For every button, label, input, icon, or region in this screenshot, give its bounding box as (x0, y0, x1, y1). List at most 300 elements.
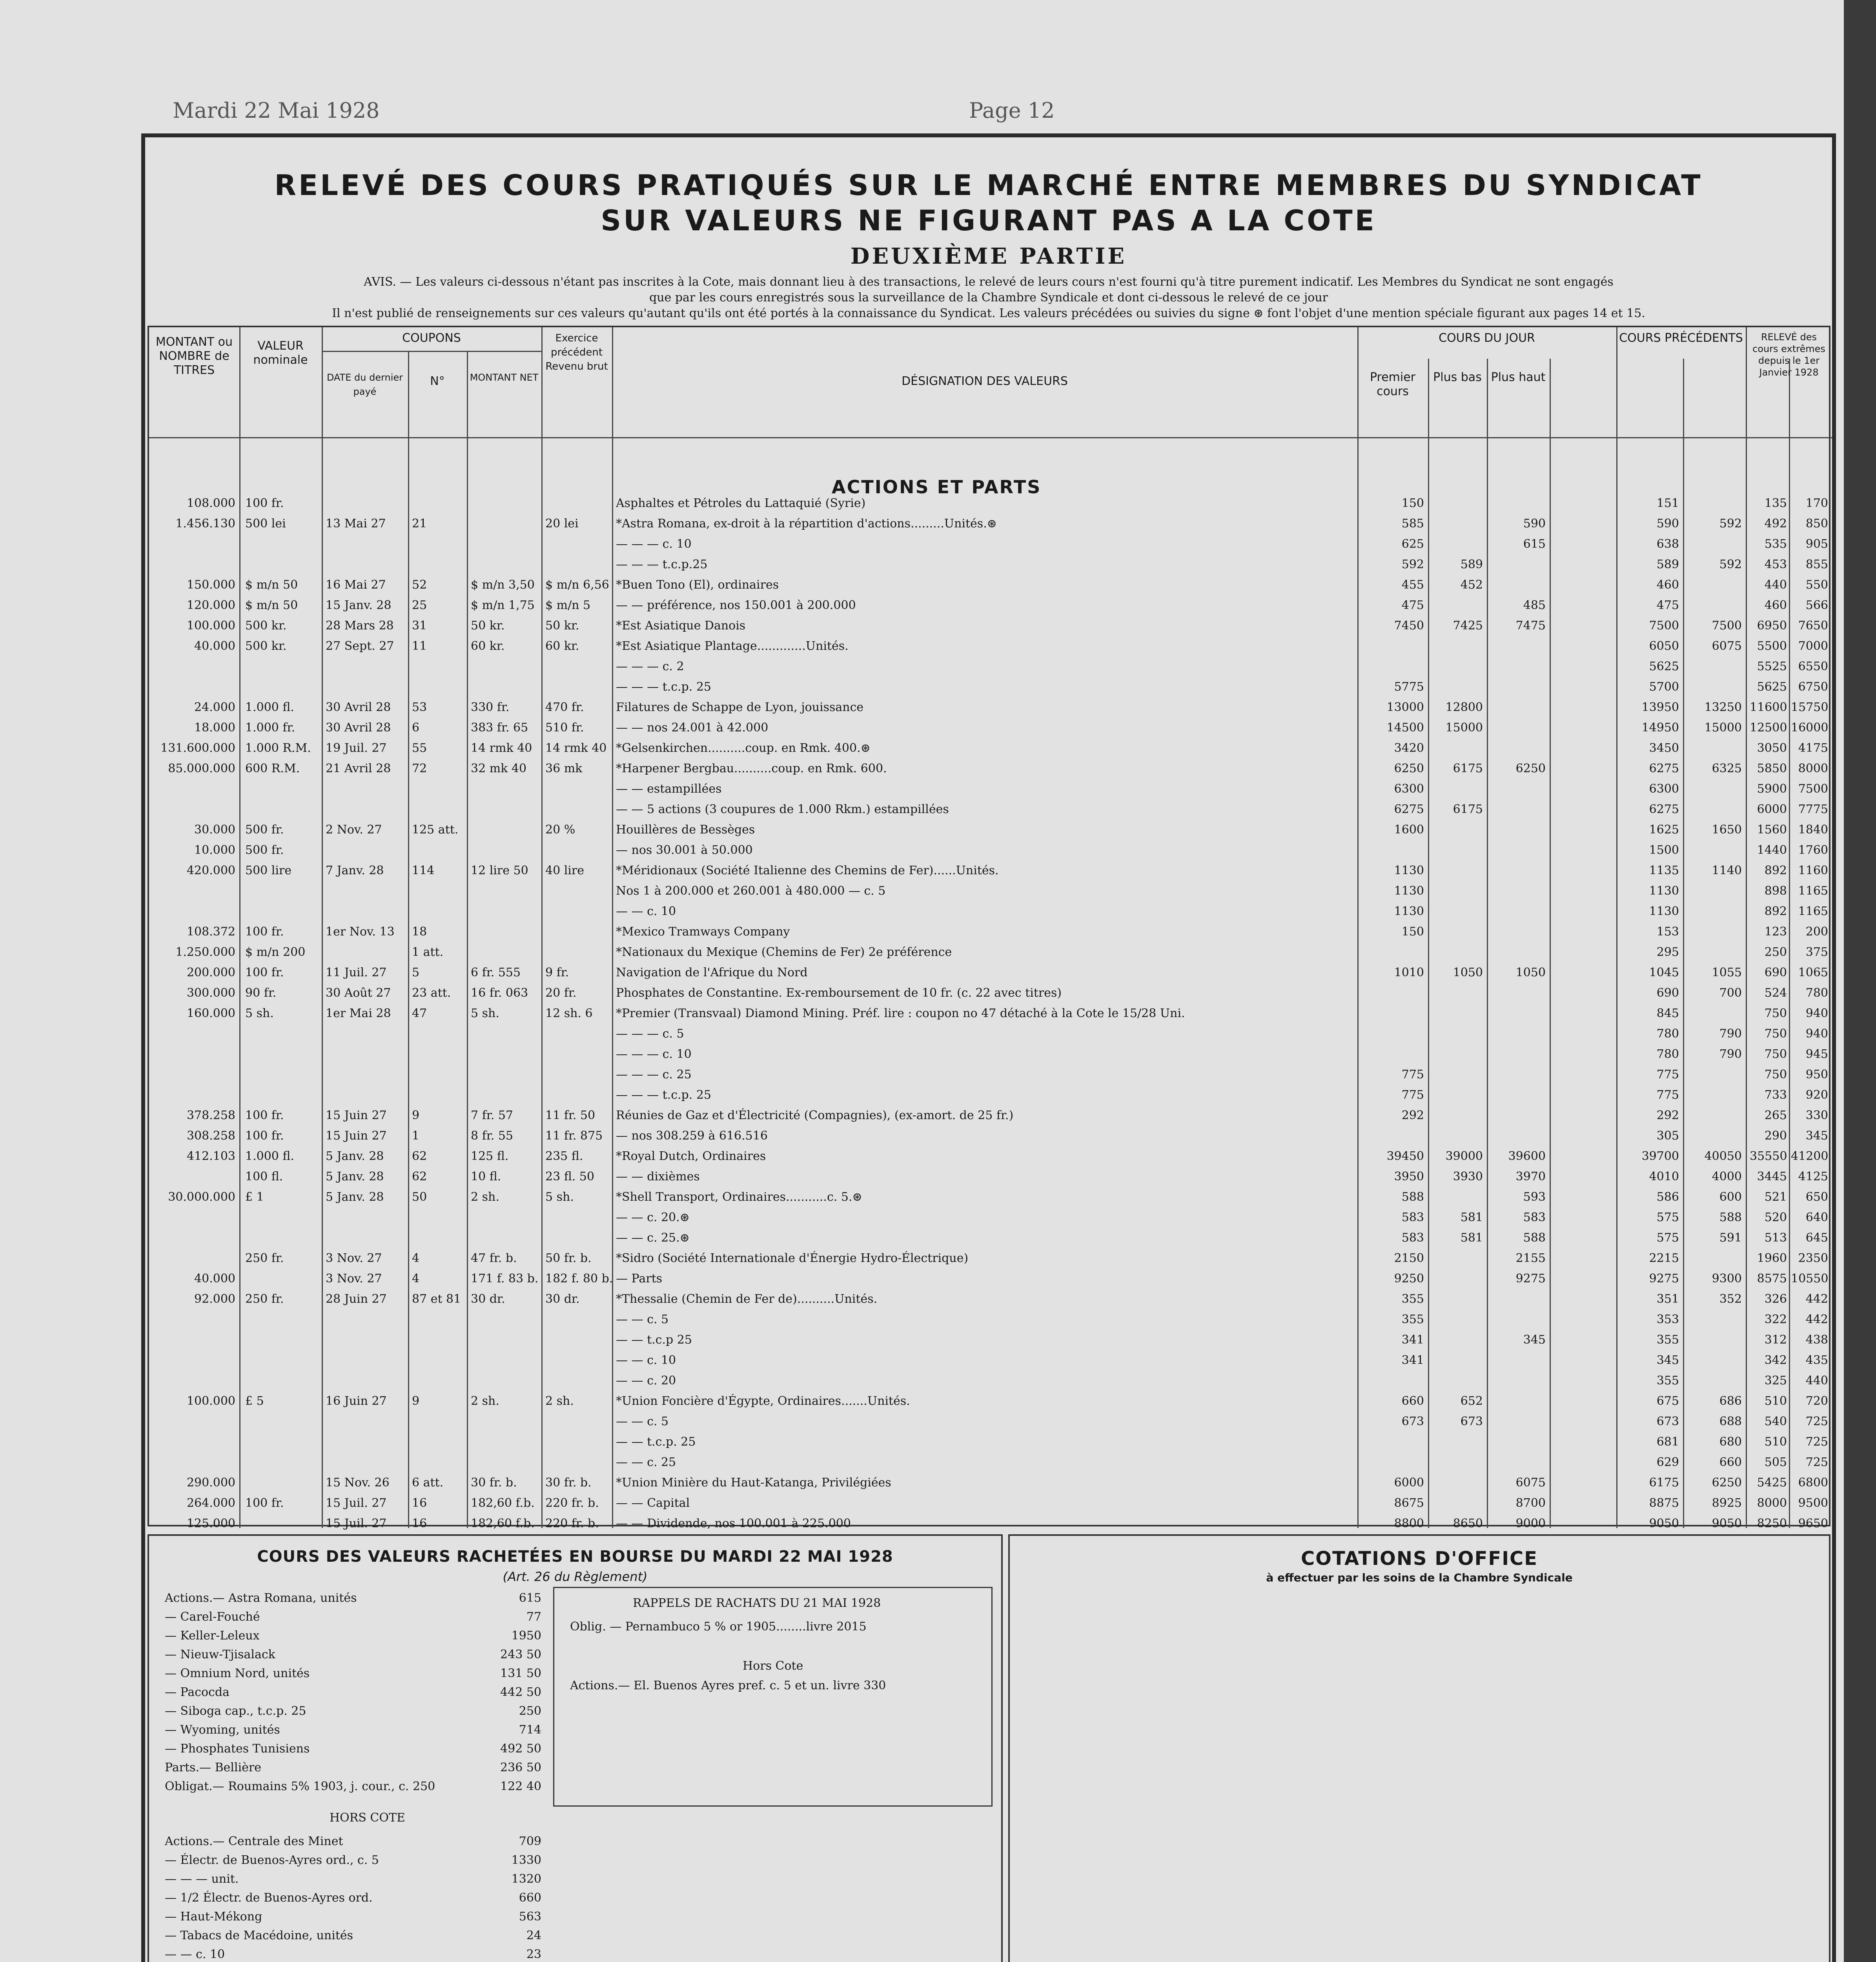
table-cell-n: 47 (412, 1007, 427, 1020)
table-cell-m: 125.000 (186, 1517, 235, 1530)
table-cell-r1: 1560 (1757, 823, 1787, 837)
table-cell-mn: 182,60 f.b. (471, 1496, 535, 1510)
table-cell-c2: 9050 (1712, 1517, 1742, 1530)
table-cell-n: 6 att. (412, 1476, 444, 1490)
table-cell-n: 6 (412, 721, 420, 735)
rachat-value: 442 50 (500, 1685, 541, 1699)
table-cell-c2: 6075 (1712, 639, 1742, 653)
table-cell-n: 53 (412, 700, 427, 714)
table-cell-r1: 12500 (1750, 721, 1787, 735)
table-cell-n: 31 (412, 619, 427, 633)
table-cell-d: 15 Juin 27 (326, 1109, 387, 1122)
table-cell-des: — — t.c.p 25 (616, 1333, 692, 1347)
table-cell-m: 18.000 (194, 721, 235, 735)
table-cell-h: 6075 (1515, 1476, 1546, 1490)
table-cell-mn: 5 sh. (471, 1007, 499, 1020)
table-cell-e: 235 fl. (545, 1149, 583, 1163)
table-cell-p: 585 (1401, 517, 1424, 531)
table-cell-c2: 592 (1719, 558, 1742, 571)
table-cell-v: 1.000 fl. (245, 1149, 294, 1163)
table-cell-v: £ 1 (245, 1190, 264, 1204)
table-cell-h: 583 (1523, 1211, 1546, 1224)
table-cell-r2: 725 (1805, 1435, 1828, 1449)
table-cell-mn: 60 kr. (471, 639, 505, 653)
table-cell-e: 20 lei (545, 517, 579, 531)
table-cell-r2: 4175 (1798, 741, 1828, 755)
table-cell-p: 341 (1401, 1333, 1424, 1347)
table-cell-r2: 9650 (1798, 1517, 1828, 1530)
hdr-exercice: Exercice précédent Revenu brut (545, 332, 608, 372)
table-cell-d: 3 Nov. 27 (326, 1251, 382, 1265)
rachat-hors-item: — Électr. de Buenos-Ayres ord., c. 5 (165, 1853, 379, 1867)
table-cell-h: 615 (1523, 537, 1546, 551)
table-cell-m: 108.000 (186, 496, 235, 510)
table-cell-c2: 4000 (1712, 1170, 1742, 1183)
table-cell-h: 3970 (1515, 1170, 1546, 1183)
rachat-item: Parts.— Bellière (165, 1761, 262, 1774)
table-cell-v: 100 fr. (245, 925, 284, 939)
table-cell-r1: 750 (1764, 1068, 1787, 1081)
table-cell-d: 15 Janv. 28 (326, 598, 392, 612)
table-cell-des: *Méridionaux (Société Italienne des Chemins de Fer)......Unités. (616, 864, 999, 877)
table-cell-r2: 855 (1805, 558, 1828, 571)
table-cell-c1: 8875 (1649, 1496, 1679, 1510)
table-cell-r2: 940 (1805, 1007, 1828, 1020)
table-cell-h: 345 (1523, 1333, 1546, 1347)
table-cell-m: 412.103 (186, 1149, 235, 1163)
table-cell-mn: 383 fr. 65 (471, 721, 528, 735)
table-cell-c2: 660 (1719, 1455, 1742, 1469)
table-cell-r1: 898 (1764, 884, 1787, 898)
table-cell-des: *Est Asiatique Plantage.............Unités. (616, 639, 849, 653)
table-cell-e: 60 kr. (545, 639, 579, 653)
table-cell-r1: 690 (1764, 966, 1787, 979)
table-cell-b: 6175 (1453, 762, 1483, 775)
table-cell-r1: 123 (1764, 925, 1787, 939)
table-cell-e: 470 fr. (545, 700, 584, 714)
table-cell-v: 100 fr. (245, 496, 284, 510)
table-cell-n: 62 (412, 1170, 427, 1183)
table-cell-m: 40.000 (194, 639, 235, 653)
table-cell-des: — — c. 5 (616, 1415, 669, 1428)
table-cell-c1: 351 (1656, 1292, 1679, 1306)
table-cell-p: 1010 (1394, 966, 1424, 979)
table-cell-e: 182 f. 80 b. (545, 1272, 613, 1286)
table-cell-c1: 13950 (1641, 700, 1679, 714)
section-actions-parts: ACTIONS ET PARTS (832, 476, 1042, 498)
table-cell-d: 27 Sept. 27 (326, 639, 394, 653)
table-cell-des: — — — c. 10 (616, 1047, 692, 1061)
table-cell-mn: 2 sh. (471, 1394, 499, 1408)
table-cell-c1: 681 (1656, 1435, 1679, 1449)
table-cell-p: 475 (1401, 598, 1424, 612)
table-cell-mn: 32 mk 40 (471, 762, 527, 775)
table-cell-p: 39450 (1386, 1149, 1424, 1163)
table-cell-v: 250 fr. (245, 1292, 284, 1306)
table-cell-des: Nos 1 à 200.000 et 260.001 à 480.000 — c. 5 (616, 884, 886, 898)
table-cell-r1: 5500 (1757, 639, 1787, 653)
table-cell-c1: 845 (1656, 1007, 1679, 1020)
rachat-title: COURS DES VALEURS RACHETÉES EN BOURSE DU MARDI 22 MAI 1928 (257, 1548, 893, 1566)
hdr-montant-net: MONTANT NET (470, 372, 539, 383)
table-cell-r2: 375 (1805, 945, 1828, 959)
table-cell-p: 6275 (1394, 802, 1424, 816)
table-cell-des: — — Capital (616, 1496, 690, 1510)
table-cell-c1: 9050 (1649, 1517, 1679, 1530)
table-cell-c2: 680 (1719, 1435, 1742, 1449)
rachat-item: — Nieuw-Tjisalack (165, 1648, 275, 1661)
table-cell-c1: 675 (1656, 1394, 1679, 1408)
table-cell-mn: 6 fr. 555 (471, 966, 521, 979)
table-cell-r1: 521 (1764, 1190, 1787, 1204)
table-cell-c1: 5625 (1649, 660, 1679, 673)
table-cell-n: 1 (412, 1129, 420, 1143)
table-cell-r2: 200 (1805, 925, 1828, 939)
table-cell-b: 7425 (1453, 619, 1483, 633)
table-cell-p: 7450 (1394, 619, 1424, 633)
rachat-value: 615 (519, 1591, 541, 1605)
table-cell-c1: 14950 (1641, 721, 1679, 735)
table-cell-d: 5 Janv. 28 (326, 1170, 384, 1183)
table-cell-n: 9 (412, 1109, 420, 1122)
table-cell-r1: 524 (1764, 986, 1787, 1000)
table-cell-m: 92.000 (194, 1292, 235, 1306)
table-cell-e: 5 sh. (545, 1190, 574, 1204)
table-cell-des: — — préférence, nos 150.001 à 200.000 (616, 598, 856, 612)
table-cell-r1: 535 (1764, 537, 1787, 551)
table-cell-r1: 5425 (1757, 1476, 1787, 1490)
table-cell-r2: 950 (1805, 1068, 1828, 1081)
table-cell-h: 593 (1523, 1190, 1546, 1204)
table-cell-mn: 171 f. 83 b. (471, 1272, 539, 1286)
table-cell-b: 652 (1460, 1394, 1483, 1408)
table-cell-r1: 513 (1764, 1231, 1787, 1245)
table-cell-c2: 9300 (1712, 1272, 1742, 1286)
table-cell-des: — — c. 5 (616, 1313, 669, 1326)
table-cell-m: 300.000 (186, 986, 235, 1000)
table-cell-e: 2 sh. (545, 1394, 574, 1408)
table-cell-r2: 435 (1805, 1353, 1828, 1367)
table-cell-r1: 35550 (1750, 1149, 1787, 1163)
table-cell-r1: 8575 (1757, 1272, 1787, 1286)
table-cell-n: 4 (412, 1251, 420, 1265)
table-cell-p: 14500 (1386, 721, 1424, 735)
table-cell-b: 1050 (1453, 966, 1483, 979)
table-cell-r2: 440 (1805, 1374, 1828, 1388)
table-cell-c2: 40050 (1704, 1149, 1742, 1163)
table-cell-v: $ m/n 50 (245, 598, 298, 612)
table-cell-b: 673 (1460, 1415, 1483, 1428)
table-cell-c2: 15000 (1704, 721, 1742, 735)
rachat-item: — Wyoming, unités (165, 1723, 280, 1737)
table-cell-d: 15 Juil. 27 (326, 1517, 387, 1530)
rachat-sub: (Art. 26 du Règlement) (503, 1569, 648, 1584)
table-cell-des: — nos 30.001 à 50.000 (616, 843, 753, 857)
hdr-num: N° (430, 374, 445, 388)
table-cell-c1: 1130 (1649, 884, 1679, 898)
table-cell-c1: 775 (1656, 1088, 1679, 1102)
table-cell-c1: 345 (1656, 1353, 1679, 1367)
table-cell-des: *Buen Tono (El), ordinaires (616, 578, 779, 592)
table-cell-h: 2155 (1515, 1251, 1546, 1265)
table-cell-c2: 688 (1719, 1415, 1742, 1428)
table-cell-r2: 16000 (1791, 721, 1829, 735)
table-cell-r1: 1960 (1757, 1251, 1787, 1265)
table-cell-des: — — c. 25.⊛ (616, 1231, 690, 1245)
rachat-hors-item: — — — unit. (165, 1872, 239, 1886)
table-cell-c1: 305 (1656, 1129, 1679, 1143)
table-cell-c1: 153 (1656, 925, 1679, 939)
table-cell-c2: 6325 (1712, 762, 1742, 775)
table-cell-h: 590 (1523, 517, 1546, 531)
table-cell-c1: 9275 (1649, 1272, 1679, 1286)
table-cell-p: 3420 (1394, 741, 1424, 755)
table-cell-e: 50 fr. b. (545, 1251, 592, 1265)
rachat-hors-item: — 1/2 Électr. de Buenos-Ayres ord. (165, 1891, 373, 1905)
table-cell-d: 1er Nov. 13 (326, 925, 395, 939)
table-cell-mn: 2 sh. (471, 1190, 499, 1204)
table-cell-v: $ m/n 200 (245, 945, 306, 959)
table-cell-des: *Sidro (Société Internationale d'Énergie Hydro-Électrique) (616, 1251, 969, 1265)
table-cell-r2: 15750 (1791, 700, 1829, 714)
table-cell-r2: 7650 (1798, 619, 1828, 633)
table-cell-r2: 7500 (1798, 782, 1828, 796)
table-cell-r2: 905 (1805, 537, 1828, 551)
table-cell-r2: 41200 (1791, 1149, 1829, 1163)
table-cell-c2: 588 (1719, 1211, 1742, 1224)
table-cell-e: 20 fr. (545, 986, 577, 1000)
main-title-line2: SUR VALEURS NE FIGURANT PAS A LA COTE (601, 204, 1377, 237)
rachat-hors-item: — Haut-Mékong (165, 1910, 262, 1924)
table-cell-r1: 8250 (1757, 1517, 1787, 1530)
main-title-line1: RELEVÉ DES COURS PRATIQUÉS SUR LE MARCHÉ ENTRE MEMBRES DU SYNDICAT (274, 169, 1703, 202)
hdr-montant: MONTANT ou NOMBRE de TITRES (155, 335, 233, 377)
table-cell-e: 20 % (545, 823, 576, 837)
table-cell-p: 6000 (1394, 1476, 1424, 1490)
table-cell-mn: 47 fr. b. (471, 1251, 517, 1265)
table-cell-d: 2 Nov. 27 (326, 823, 382, 837)
table-cell-v: 500 fr. (245, 843, 284, 857)
table-cell-r2: 10550 (1791, 1272, 1829, 1286)
table-cell-r1: 6000 (1757, 802, 1787, 816)
table-cell-e: $ m/n 5 (545, 598, 591, 612)
table-cell-r2: 7000 (1798, 639, 1828, 653)
hdr-valeur: VALEUR nominale (253, 339, 308, 367)
table-cell-r1: 5525 (1757, 660, 1787, 673)
table-cell-c2: 591 (1719, 1231, 1742, 1245)
table-cell-r1: 440 (1764, 578, 1787, 592)
table-cell-des: *Nationaux du Mexique (Chemins de Fer) 2e préférence (616, 945, 952, 959)
rachat-value: 122 40 (500, 1780, 541, 1793)
table-cell-e: 50 kr. (545, 619, 579, 633)
table-cell-c1: 673 (1656, 1415, 1679, 1428)
table-cell-m: 120.000 (186, 598, 235, 612)
hdr-premier: Premier cours (1370, 370, 1416, 398)
table-cell-c1: 3450 (1649, 741, 1679, 755)
table-cell-d: 15 Juin 27 (326, 1129, 387, 1143)
table-cell-c2: 8925 (1712, 1496, 1742, 1510)
hdr-coupons: COUPONS (402, 331, 461, 345)
table-cell-p: 775 (1401, 1088, 1424, 1102)
table-cell-r1: 250 (1764, 945, 1787, 959)
table-cell-p: 583 (1401, 1231, 1424, 1245)
table-cell-r1: 750 (1764, 1027, 1787, 1041)
rachat-hors-item: — — c. 10 (165, 1947, 225, 1961)
table-cell-r1: 1440 (1757, 843, 1787, 857)
table-cell-r2: 170 (1805, 496, 1828, 510)
table-cell-c1: 1045 (1649, 966, 1679, 979)
table-cell-e: 23 fl. 50 (545, 1170, 594, 1183)
table-cell-r2: 550 (1805, 578, 1828, 592)
table-cell-m: 40.000 (194, 1272, 235, 1286)
table-cell-e: 12 sh. 6 (545, 1007, 593, 1020)
table-cell-d: 30 Août 27 (326, 986, 391, 1000)
table-cell-r2: 780 (1805, 986, 1828, 1000)
table-cell-p: 1600 (1394, 823, 1424, 837)
table-cell-c1: 1625 (1649, 823, 1679, 837)
table-cell-des: *Est Asiatique Danois (616, 619, 746, 633)
table-cell-n: 25 (412, 598, 427, 612)
table-cell-b: 581 (1460, 1211, 1483, 1224)
hdr-cours-prec: COURS PRÉCÉDENTS (1619, 331, 1743, 345)
table-cell-des: — — nos 24.001 à 42.000 (616, 721, 769, 735)
table-cell-des: *Premier (Transvaal) Diamond Mining. Préf. lire : coupon no 47 détaché à la Cote le 15/28 Uni. (616, 1007, 1185, 1020)
table-cell-v: 500 kr. (245, 619, 287, 633)
table-cell-c1: 586 (1656, 1190, 1679, 1204)
table-cell-b: 581 (1460, 1231, 1483, 1245)
table-cell-mn: 50 kr. (471, 619, 505, 633)
table-cell-r1: 5625 (1757, 680, 1787, 694)
rachat-item: — Omnium Nord, unités (165, 1667, 310, 1680)
table-cell-p: 673 (1401, 1415, 1424, 1428)
table-cell-v: £ 5 (245, 1394, 264, 1408)
table-cell-des: *Gelsenkirchen..........coup. en Rmk. 400.⊛ (616, 741, 871, 755)
table-cell-m: 1.250.000 (175, 945, 235, 959)
table-cell-d: 11 Juil. 27 (326, 966, 387, 979)
table-cell-mn: 8 fr. 55 (471, 1129, 514, 1143)
table-cell-p: 5775 (1394, 680, 1424, 694)
table-cell-h: 39600 (1508, 1149, 1546, 1163)
table-cell-n: 1 att. (412, 945, 444, 959)
table-cell-m: 108.372 (186, 925, 235, 939)
table-cell-c1: 780 (1656, 1027, 1679, 1041)
table-cell-r2: 438 (1805, 1333, 1828, 1347)
main-table (148, 326, 1830, 1530)
table-cell-h: 1050 (1515, 966, 1546, 979)
table-cell-m: 378.258 (186, 1109, 235, 1122)
table-cell-c1: 1500 (1649, 843, 1679, 857)
table-cell-v: 100 fr. (245, 1496, 284, 1510)
table-cell-c1: 690 (1656, 986, 1679, 1000)
rachat-panel (148, 1534, 1003, 1962)
table-cell-r2: 945 (1805, 1047, 1828, 1061)
table-cell-v: 500 kr. (245, 639, 287, 653)
rachat-hors-value: 1320 (511, 1872, 541, 1886)
table-cell-h: 588 (1523, 1231, 1546, 1245)
table-cell-p: 150 (1401, 496, 1424, 510)
table-cell-e: 510 fr. (545, 721, 584, 735)
table-cell-v: 100 fr. (245, 1109, 284, 1122)
table-cell-p: 1130 (1394, 904, 1424, 918)
table-cell-e: 36 mk (545, 762, 583, 775)
table-cell-p: 13000 (1386, 700, 1424, 714)
table-cell-d: 7 Janv. 28 (326, 864, 384, 877)
table-cell-d: 16 Juin 27 (326, 1394, 387, 1408)
table-cell-des: — — dixièmes (616, 1170, 700, 1183)
table-cell-p: 660 (1401, 1394, 1424, 1408)
table-cell-des: *Harpener Bergbau..........coup. en Rmk. 600. (616, 762, 887, 775)
table-cell-des: — — — c. 10 (616, 537, 692, 551)
rappels-rachats-title: RAPPELS DE RACHATS DU 21 MAI 1928 (633, 1596, 881, 1610)
table-cell-p: 292 (1401, 1109, 1424, 1122)
table-cell-n: 125 att. (412, 823, 459, 837)
table-cell-c1: 295 (1656, 945, 1679, 959)
table-cell-mn: 16 fr. 063 (471, 986, 528, 1000)
table-cell-r2: 330 (1805, 1109, 1828, 1122)
table-cell-n: 4 (412, 1272, 420, 1286)
rappels-rachats-line: Oblig. — Pernambuco 5 % or 1905........livre 2015 (570, 1620, 867, 1634)
table-cell-m: 100.000 (186, 619, 235, 633)
table-cell-r1: 453 (1764, 558, 1787, 571)
table-cell-des: *Mexico Tramways Company (616, 925, 790, 939)
table-cell-e: 40 lire (545, 864, 584, 877)
table-cell-h: 9275 (1515, 1272, 1546, 1286)
table-cell-n: 50 (412, 1190, 427, 1204)
page-number: Page 12 (969, 98, 1055, 123)
page-edge (1844, 0, 1876, 1962)
table-cell-mn: 330 fr. (471, 700, 510, 714)
table-cell-c1: 590 (1656, 517, 1679, 531)
table-cell-h: 485 (1523, 598, 1546, 612)
table-cell-des: *Royal Dutch, Ordinaires (616, 1149, 766, 1163)
table-cell-v: 500 lei (245, 517, 286, 531)
table-cell-m: 30.000.000 (168, 1190, 235, 1204)
table-cell-m: 160.000 (186, 1007, 235, 1020)
table-cell-c1: 6175 (1649, 1476, 1679, 1490)
table-cell-c2: 600 (1719, 1190, 1742, 1204)
table-cell-m: 131.600.000 (160, 741, 235, 755)
rachat-hors-value: 660 (519, 1891, 541, 1905)
table-cell-c2: 6250 (1712, 1476, 1742, 1490)
table-cell-v: 100 fr. (245, 1129, 284, 1143)
table-cell-r1: 8000 (1757, 1496, 1787, 1510)
rachat-value: 131 50 (500, 1667, 541, 1680)
header-rule (149, 437, 1832, 438)
rachat-hors-value: 23 (526, 1947, 541, 1961)
table-cell-des: Filatures de Schappe de Lyon, jouissance (616, 700, 864, 714)
table-cell-c1: 2215 (1649, 1251, 1679, 1265)
table-cell-r2: 1760 (1798, 843, 1828, 857)
rachat-hors-item: — Tabacs de Macédoine, unités (165, 1929, 353, 1942)
rachat-hors-value: 24 (526, 1929, 541, 1942)
rachat-item: Actions.— Astra Romana, unités (165, 1591, 357, 1605)
table-cell-r2: 1165 (1798, 884, 1828, 898)
table-cell-des: — Parts (616, 1272, 663, 1286)
table-cell-r2: 9500 (1798, 1496, 1828, 1510)
table-cell-n: 114 (412, 864, 435, 877)
table-cell-r2: 2350 (1798, 1251, 1828, 1265)
table-cell-d: 21 Avril 28 (326, 762, 391, 775)
table-cell-r2: 725 (1805, 1455, 1828, 1469)
table-cell-r2: 920 (1805, 1088, 1828, 1102)
table-cell-b: 6175 (1453, 802, 1483, 816)
table-cell-n: 5 (412, 966, 420, 979)
table-cell-r1: 892 (1764, 904, 1787, 918)
table-cell-p: 2150 (1394, 1251, 1424, 1265)
hdr-date: DATE du dernier payé (326, 372, 403, 397)
table-cell-e: 11 fr. 50 (545, 1109, 596, 1122)
table-cell-e: 220 fr. b. (545, 1517, 599, 1530)
